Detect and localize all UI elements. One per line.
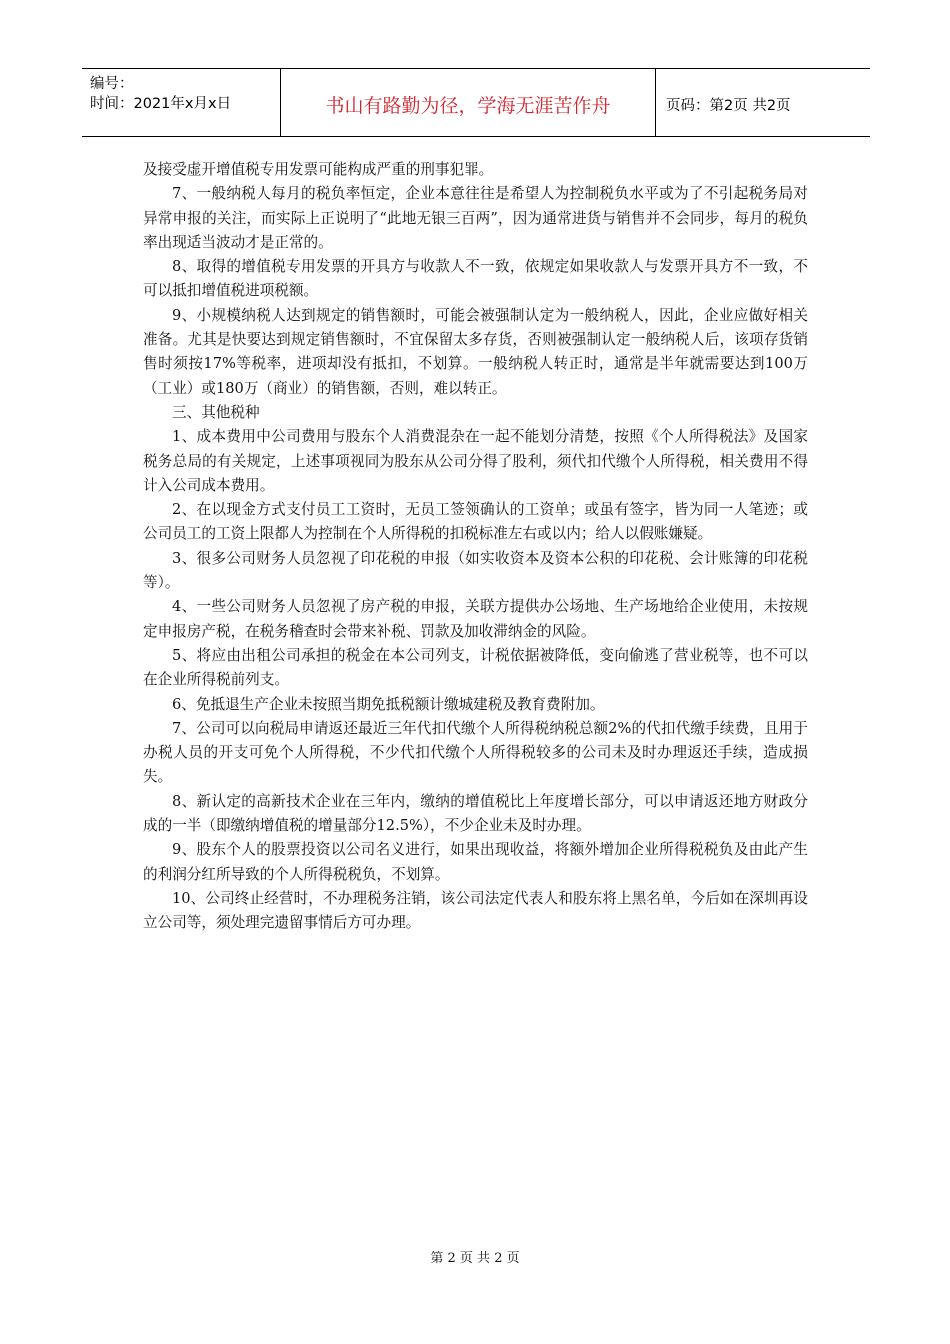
paragraph: 8、新认定的高新技术企业在三年内，缴纳的增值税比上年度增长部分，可以申请返还地方财政分成的一半（即缴纳增值税的增量部分12.5%），不少企业未及时办理。	[143, 792, 808, 835]
paragraph: 9、小规模纳税人达到规定的销售额时，可能会被强制认定为一般纳税人，因此，企业应做好相关准备。尤其是快要达到规定销售额时，不宜保留太多存货，否则被强制认定一般纳税人后，该项存货销售时须按17%等税率，进项却没有抵扣，不划算。一般纳税人转正时，通常是半年就需要达到100万（工业）或180万（商业）的销售额，否则，难以转正。	[143, 306, 808, 397]
paragraph: 2、在以现金方式支付员工工资时，无员工签领确认的工资单；或虽有签字，皆为同一人笔迹；或公司员工的工资上限都人为控制在个人所得税的扣税标准左右或以内；给人以假账嫌疑。	[143, 501, 808, 543]
paragraph: 及接受虚开增值税专用发票可能构成严重的刑事犯罪。	[143, 161, 494, 178]
paragraph: 3、很多公司财务人员忽视了印花税的申报（如实收资本及资本公积的印花税、会计账簿的印花税等）。	[143, 549, 808, 592]
paragraph: 7、一般纳税人每月的税负率恒定，企业本意往往是希望人为控制税负水平或为了不引起税务局对异常申报的关注，而实际上正说明了“此地无银三百两”，因为通常进货与销售并不会同步，每月的税负率出现适当波动才是正常的。	[143, 185, 808, 251]
header-left-cell	[82, 69, 280, 136]
paragraph: 9、股东个人的股票投资以公司名义进行，如果出现收益，将额外增加企业所得税税负及由此产生的利润分红所导致的个人所得税税负，不划算。	[143, 841, 808, 883]
header-motto: 书山有路勤为径，学海无涯苦作舟	[325, 95, 611, 117]
document-body	[143, 158, 808, 936]
paragraph: 10、公司终止经营时，不办理税务注销，该公司法定代表人和股东将上黑名单，今后如在深圳再设立公司等，须处理完遗留事情后方可办理。	[143, 889, 808, 932]
paragraph: 1、成本费用中公司费用与股东个人消费混杂在一起不能划分清楚，按照《个人所得税法》及国家税务总局的有关规定，上述事项视同为股东从公司分得了股利，须代扣代缴个人所得税，相关费用不得计入公司成本费用。	[143, 428, 808, 494]
header-right-cell	[656, 69, 870, 136]
paragraph: 8、取得的增值税专用发票的开具方与收款人不一致，依规定如果收款人与发票开具方不一致，不可以抵扣增值税进项税额。	[143, 258, 808, 300]
time-label: 时间：2021年x月x日	[90, 96, 232, 112]
document-header	[82, 68, 870, 137]
paragraph: 6、免抵退生产企业未按照当期免抵税额计缴城建税及教育费附加。	[172, 695, 605, 713]
number-label: 编号：	[90, 76, 134, 92]
header-motto-cell	[280, 69, 656, 136]
paragraph: 4、一些公司财务人员忽视了房产税的申报，关联方提供办公场地、生产场地给企业使用，未按规定申报房产税，在税务稽查时会带来补税、罚款及加收滞纳金的风险。	[143, 598, 808, 640]
paragraph: 7、公司可以向税局申请返还最近三年代扣代缴个人所得税纳税总额2%的代扣代缴手续费，且用于办税人员的开支可免个人所得税，不少代扣代缴个人所得税较多的公司未及时办理返还手续，造成损失。	[143, 719, 808, 786]
paragraph: 5、将应由出租公司承担的税金在本公司列支，计税依据被降低，变向偷逃了营业税等，也不可以在企业所得税前列支。	[143, 646, 808, 689]
section-heading: 三、其他税种	[172, 403, 260, 421]
page-footer: 第 2 页 共 2 页	[430, 1251, 520, 1266]
page-label: 页码：第2页 共2页	[666, 98, 791, 114]
